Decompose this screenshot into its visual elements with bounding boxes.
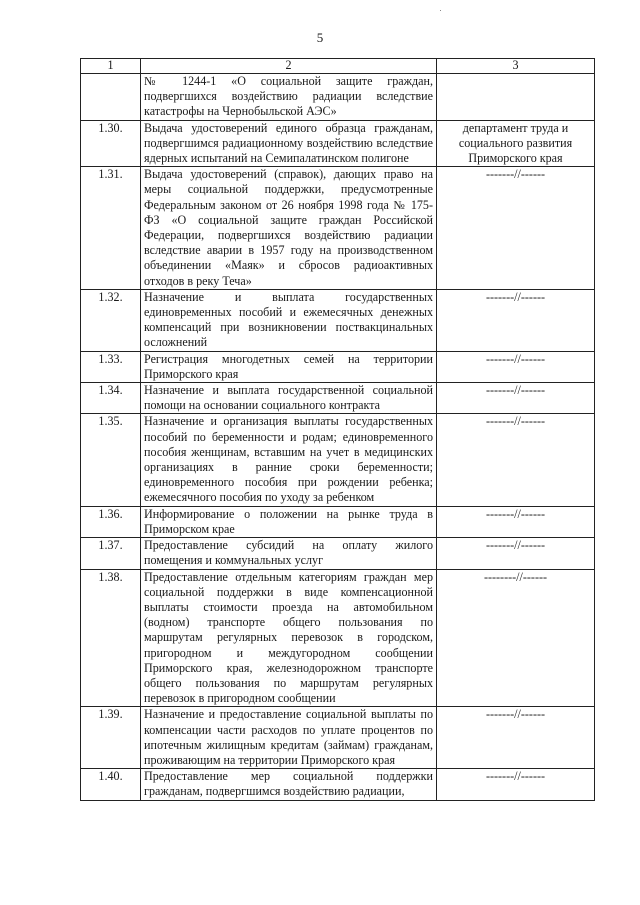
service-description: Назначение и выплата государственных единовременных пособий и ежемесячных денежных компенсаций при возникновении поствакцинальных осложнений (141, 289, 437, 351)
responsible-department: -------//------ (437, 383, 595, 414)
row-number: 1.32. (81, 289, 141, 351)
responsible-department: департамент труда и социального развития Приморского края (437, 120, 595, 167)
row-number: 1.39. (81, 707, 141, 769)
row-number: 1.37. (81, 538, 141, 569)
table-row (81, 538, 595, 569)
column-header-number: 1 (81, 59, 141, 74)
column-header-service: 2 (141, 59, 437, 74)
page-number: 5 (316, 30, 324, 45)
table-row (81, 569, 595, 707)
service-description: Назначение и предоставление социальной выплаты по компенсации части расходов по уплате процентов по ипотечным жилищным кредитам (займам) гражданам, проживающим на территории Приморского края (141, 707, 437, 769)
service-description: Назначение и организация выплаты государственных пособий по беременности и родам; единовременного пособия женщинам, вставшим на учет в медицинских организациях в ранние сроки беременности; единовременного пособия при рождении ребенка; ежемесячного пособия по уходу за ребенком (141, 414, 437, 506)
table-row (81, 707, 595, 769)
service-description: Предоставление отдельным категориям граждан мер социальной поддержки в виде компенсационной выплаты стоимости проезда на автомобильном (водном) транспорте общего пользования по маршрутам регулярных перевозок в городском, пригородном и междугородном сообщении Приморского края, железнодорожном транспорте общего пользования по маршрутам регулярных перевозок в пригородном сообщении (141, 569, 437, 707)
row-number: 1.38. (81, 569, 141, 707)
table-row (81, 769, 595, 800)
row-number: 1.35. (81, 414, 141, 506)
table-row (81, 289, 595, 351)
responsible-department: -------//------ (437, 414, 595, 506)
service-description: Назначение и выплата государственной социальной помощи на основании социального контракта (141, 383, 437, 414)
responsible-department: -------//------ (437, 351, 595, 382)
service-description: Предоставление мер социальной поддержки гражданам, подвергшимся воздействию радиации, (141, 769, 437, 800)
responsible-department: --------//------ (437, 569, 595, 707)
responsible-department: -------//------ (437, 707, 595, 769)
table-row (81, 351, 595, 382)
responsible-department: -------//------ (437, 506, 595, 537)
services-table (80, 58, 595, 801)
responsible-department: -------//------ (437, 289, 595, 351)
column-header-department: 3 (437, 59, 595, 74)
table-row (81, 414, 595, 506)
row-number: 1.34. (81, 383, 141, 414)
service-description: Регистрация многодетных семей на территории Приморского края (141, 351, 437, 382)
responsible-department: -------//------ (437, 167, 595, 290)
row-number: 1.40. (81, 769, 141, 800)
service-description: Предоставление субсидий на оплату жилого помещения и коммунальных услуг (141, 538, 437, 569)
responsible-department (437, 74, 595, 121)
row-number: 1.33. (81, 351, 141, 382)
service-description: Выдача удостоверений единого образца гражданам, подвергшимся радиационному воздействию вследствие ядерных испытаний на Семипалатинском полигоне (141, 120, 437, 167)
row-number: 1.30. (81, 120, 141, 167)
table-row (81, 506, 595, 537)
responsible-department: -------//------ (437, 769, 595, 800)
row-number: 1.36. (81, 506, 141, 537)
table-header-row (81, 59, 595, 74)
speck (440, 10, 441, 11)
service-description: Выдача удостоверений (справок), дающих право на меры социальной поддержки, предусмотренные Федеральным законом от 26 ноября 1998 года № 175-ФЗ «О социальной защите граждан Российской Федерации, подвергшихся воздействию радиации вследствие аварии в 1957 году на производственном объединении «Маяк» и сбросов радиоактивных отходов в реку Теча» (141, 167, 437, 290)
responsible-department: -------//------ (437, 538, 595, 569)
table-row (81, 74, 595, 121)
row-number (81, 74, 141, 121)
service-description: Информирование о положении на рынке труда в Приморском крае (141, 506, 437, 537)
table-row (81, 383, 595, 414)
service-description: № 1244-1 «О социальной защите граждан, подвергшихся воздействию радиации вследствие катастрофы на Чернобыльской АЭС» (141, 74, 437, 121)
table-row (81, 167, 595, 290)
table-row (81, 120, 595, 167)
row-number: 1.31. (81, 167, 141, 290)
